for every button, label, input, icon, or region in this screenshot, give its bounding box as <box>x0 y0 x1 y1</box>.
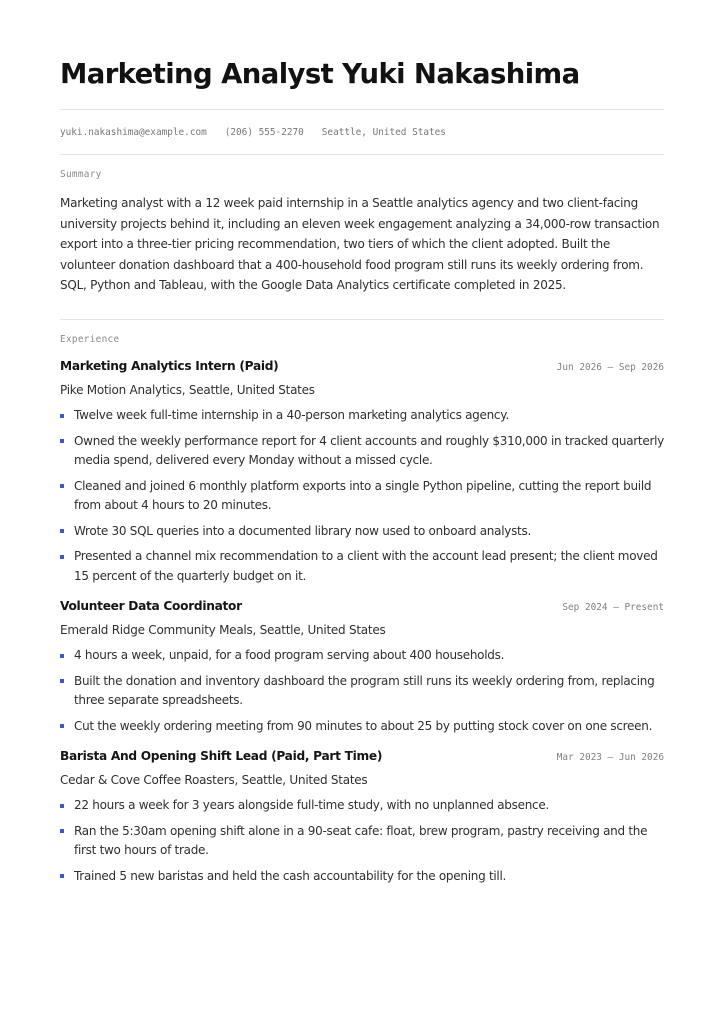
job-organization: Cedar & Cove Coffee Roasters, Seattle, United States <box>60 773 368 787</box>
list-item <box>60 477 664 516</box>
list-item <box>60 822 664 861</box>
bullet-text: 22 hours a week for 3 years alongside full-time study, with no unplanned absence. <box>74 798 549 812</box>
contact-email[interactable]: yuki.nakashima@example.com <box>60 126 207 138</box>
list-item <box>60 672 664 711</box>
square-bullet-icon <box>60 529 64 533</box>
section-label-experience: Experience <box>60 334 120 345</box>
list-item <box>60 406 664 426</box>
summary-text: Marketing analyst with a 12 week paid internship in a Seattle analytics agency and two client-facing university projects behind it, including an eleven week engagement analyzing a 34,000-row transaction export into a three-tier pricing recommendation, two tiers of which the client adopted. Built the volunteer donation dashboard that a 400-household food program still runs its weekly ordering from. SQL, Python and Tableau, with the Google Data Analytics certificate completed in 2025. <box>60 196 660 293</box>
square-bullet-icon <box>60 654 64 658</box>
job-organization: Emerald Ridge Community Meals, Seattle, United States <box>60 623 386 637</box>
bullet-text: Twelve week full-time internship in a 40-person marketing analytics agency. <box>74 408 509 422</box>
square-bullet-icon <box>60 484 64 488</box>
list-item <box>60 547 664 586</box>
job-dates: Mar 2023 — Jun 2026 <box>556 752 664 763</box>
list-item <box>60 867 664 887</box>
job-header <box>60 599 664 618</box>
job-entry <box>60 359 664 586</box>
bullet-text: Trained 5 new baristas and held the cash accountability for the opening till. <box>74 868 507 883</box>
list-item <box>60 796 664 816</box>
bullet-text: Wrote 30 SQL queries into a documented library now used to onboard analysts. <box>74 523 531 538</box>
job-header <box>60 749 664 768</box>
list-item <box>60 432 664 471</box>
contact-phone[interactable]: (206) 555-2270 <box>224 126 304 138</box>
square-bullet-icon <box>60 439 64 443</box>
job-entry <box>60 749 664 886</box>
square-bullet-icon <box>60 679 64 683</box>
summary-section <box>60 155 664 319</box>
contact-location: Seattle, United States <box>321 126 446 138</box>
bullet-text: Owned the weekly performance report for 4 client accounts and roughly $310,000 in tracked quarterly media spend, delivered every Monday without a missed cycle. <box>74 433 664 467</box>
job-title: Marketing Analytics Intern (Paid) <box>60 359 279 373</box>
bullet-text: Ran the 5:30am opening shift alone in a 90-seat cafe: float, brew program, pastry receiving and the first two hours of trade. <box>74 823 648 857</box>
job-header <box>60 359 664 378</box>
list-item <box>60 522 664 542</box>
job-bullets <box>60 796 664 886</box>
page-title: Marketing Analyst Yuki Nakashima <box>60 58 580 90</box>
contact-bar <box>60 110 664 154</box>
bullet-text: Cleaned and joined 6 monthly platform exports into a single Python pipeline, cutting the report build from about 4 hours to 20 minutes. <box>74 478 652 512</box>
experience-section <box>60 320 664 886</box>
job-dates: Jun 2026 — Sep 2026 <box>556 362 664 373</box>
job-bullets <box>60 646 664 736</box>
square-bullet-icon <box>60 829 64 833</box>
resume-page <box>60 0 664 892</box>
list-item <box>60 646 664 666</box>
bullet-text: Cut the weekly ordering meeting from 90 minutes to about 25 by putting stock cover on one screen. <box>74 718 653 733</box>
square-bullet-icon <box>60 414 64 418</box>
square-bullet-icon <box>60 724 64 728</box>
list-item <box>60 717 664 737</box>
square-bullet-icon <box>60 555 64 559</box>
bullet-text: Presented a channel mix recommendation to a client with the account lead present; the client moved 15 percent of the quarterly budget on it. <box>74 549 658 583</box>
job-bullets <box>60 406 664 586</box>
job-title: Volunteer Data Coordinator <box>60 599 242 613</box>
square-bullet-icon <box>60 804 64 808</box>
job-dates: Sep 2024 — Present <box>562 602 664 613</box>
bullet-text: Built the donation and inventory dashboard the program still runs its weekly ordering from, replacing three separate spreadsheets. <box>74 673 655 707</box>
bullet-text: 4 hours a week, unpaid, for a food program serving about 400 households. <box>74 648 505 662</box>
job-title: Barista And Opening Shift Lead (Paid, Part Time) <box>60 749 383 763</box>
job-organization: Pike Motion Analytics, Seattle, United States <box>60 383 315 397</box>
section-label-summary: Summary <box>60 169 102 180</box>
job-entry <box>60 599 664 736</box>
square-bullet-icon <box>60 874 64 878</box>
